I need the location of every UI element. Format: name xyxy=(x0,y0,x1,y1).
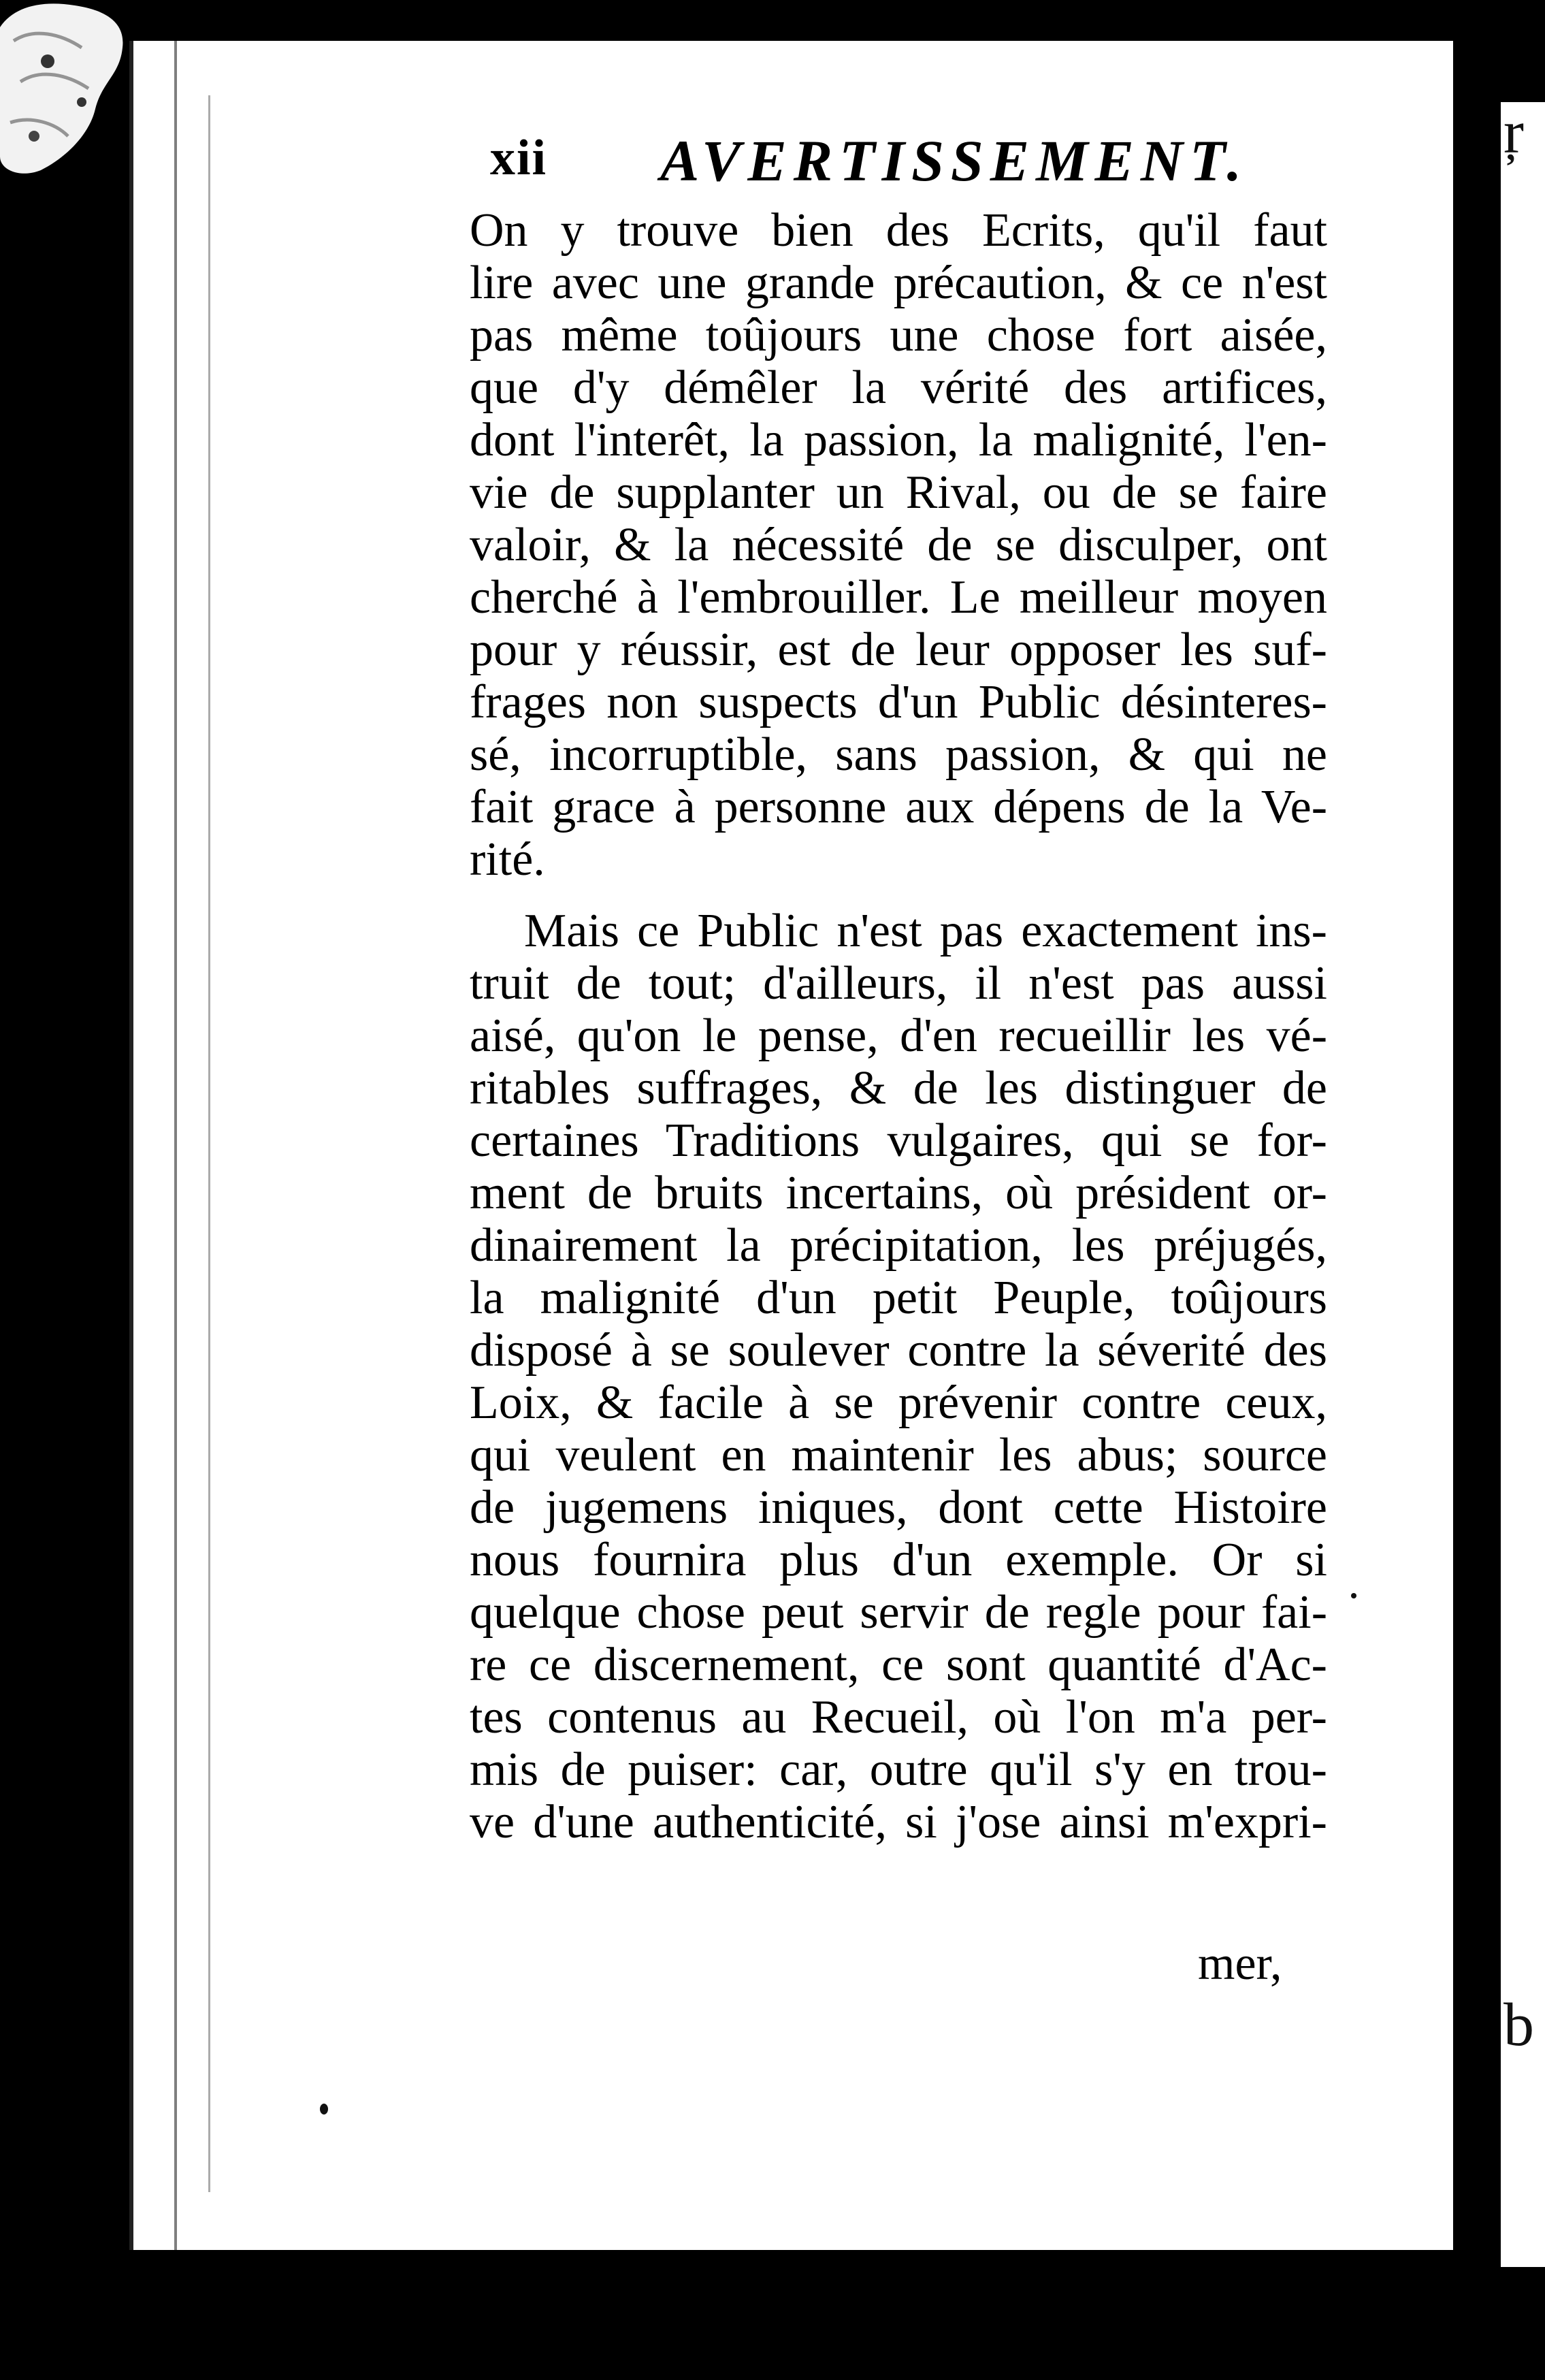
ink-speck xyxy=(320,2104,328,2114)
text-line: ritables suffrages, & de les distinguer de xyxy=(470,1062,1327,1114)
text-line: Mais ce Public n'est pas exactement ins- xyxy=(524,905,1327,957)
text-line: nous fournira plus d'un exemple. Or si xyxy=(470,1534,1327,1586)
text-line: la malignité d'un petit Peuple, toûjours xyxy=(470,1272,1327,1324)
page-fold-line xyxy=(208,95,210,2192)
text-line: pour y réussir, est de leur opposer les suf- xyxy=(470,624,1327,676)
text-line: ment de bruits incertains, où président or- xyxy=(470,1167,1327,1219)
running-title: AVERTISSEMENT. xyxy=(660,128,1249,193)
text-line: aisé, qu'on le pense, d'en recueillir les vé- xyxy=(470,1010,1327,1062)
text-line: pas même toûjours une chose fort aisée, xyxy=(470,309,1327,361)
catchword: mer, xyxy=(1198,1937,1282,1990)
text-line: mis de puiser: car, outre qu'il s'y en trou- xyxy=(470,1743,1327,1796)
text-line: lire avec une grande précaution, & ce n'est xyxy=(470,257,1327,309)
body-text xyxy=(470,204,1327,1848)
torn-paper-fragment xyxy=(0,0,136,177)
page-gutter-shadow xyxy=(174,41,177,2250)
page-header xyxy=(361,129,1314,211)
text-line: dont l'interêt, la passion, la malignité, l'en- xyxy=(470,414,1327,466)
ink-speck xyxy=(1351,1593,1356,1598)
text-line: sé, incorruptible, sans passion, & qui ne xyxy=(470,728,1327,781)
text-line: ve d'une authenticité, si j'ose ainsi m'expri- xyxy=(470,1796,1327,1848)
text-line: certaines Traditions vulgaires, qui se for- xyxy=(470,1114,1327,1167)
text-line: que d'y démêler la vérité des artifices, xyxy=(470,361,1327,414)
text-line: qui veulent en maintenir les abus; source xyxy=(470,1429,1327,1481)
text-line: truit de tout; d'ailleurs, il n'est pas aussi xyxy=(470,957,1327,1010)
text-line: rité. xyxy=(470,833,545,886)
text-line: disposé à se soulever contre la séverité des xyxy=(470,1324,1327,1377)
text-line: tes contenus au Recueil, où l'on m'a per- xyxy=(470,1691,1327,1743)
text-line: fait grace à personne aux dépens de la Ve- xyxy=(470,781,1327,833)
text-line: dinairement la précipitation, les préjugés, xyxy=(470,1219,1327,1272)
text-line: On y trouve bien des Ecrits, qu'il faut xyxy=(470,204,1327,257)
text-line: vie de supplanter un Rival, ou de se faire xyxy=(470,466,1327,519)
adjacent-page-edge: ŗ b xyxy=(1501,102,1545,2267)
text-line: quelque chose peut servir de regle pour fai- xyxy=(470,1586,1327,1639)
text-line: valoir, & la nécessité de se disculper, ont xyxy=(470,519,1327,571)
text-line: re ce discernement, ce sont quantité d'Ac- xyxy=(470,1639,1327,1691)
text-line: frages non suspects d'un Public désinteres- xyxy=(470,676,1327,728)
text-line: Loix, & facile à se prévenir contre ceux, xyxy=(470,1377,1327,1429)
text-line: cherché à l'embrouiller. Le meilleur moyen xyxy=(470,571,1327,624)
page-number: xii xyxy=(490,130,548,186)
text-line: de jugemens iniques, dont cette Histoire xyxy=(470,1481,1327,1534)
